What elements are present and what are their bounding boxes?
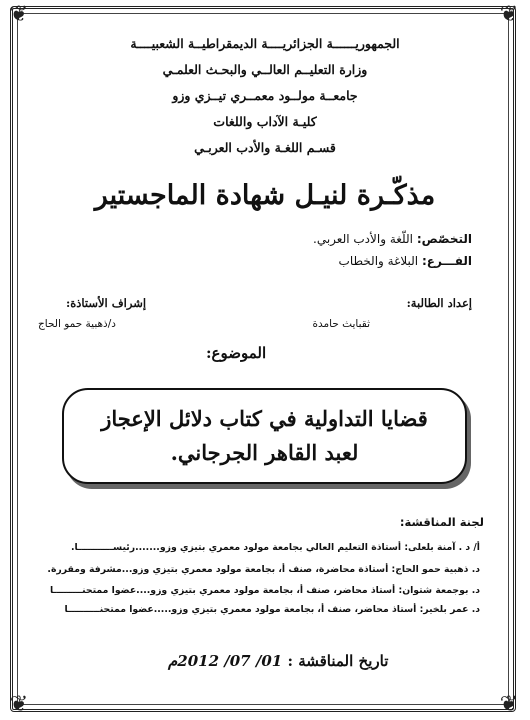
specialty-line xyxy=(313,232,472,246)
thesis-title: مذكّـرة لنيـل شهادة الماجستير xyxy=(94,180,436,211)
header-university: جامعــة مولــود معمــري تيــزي وزو xyxy=(172,88,358,103)
discussion-date xyxy=(168,652,388,670)
committee-member: د. بوجمعة شتوان: أستاذ محاضر، صنف أ، بجامعة مولود معمري بتيزي وزو....عضوا ممتحنـــــــــا xyxy=(50,585,480,596)
corner-ornament-icon: ❦ xyxy=(499,692,519,717)
topic-label: الموضوع: xyxy=(206,344,267,362)
specialty-value: اللّغة والأدب العربي. xyxy=(313,232,413,246)
committee-member: د. عمر بلخير: أستاذ محاضر، صنف أ، بجامعة مولود معمري بتيزي وزو.....عضوا ممتحنــــــــــا xyxy=(64,604,480,615)
header-republic: الجمهوريــــــة الجزائريــــة الديمقراطيــة الشعبيــــة xyxy=(130,36,400,51)
branch-label: الفـــرع: xyxy=(421,254,472,268)
committee-member: د. ذهبية حمو الحاج: أستاذة محاضرة، صنف أ، بجامعة مولود معمري بتيزي وزو...مشرفة ومقررة. xyxy=(47,564,480,575)
supervisor-label: إشراف الأستاذة: xyxy=(66,296,147,310)
header-faculty: كليـة الآداب واللغات xyxy=(213,114,317,129)
branch-value: البلاغة والخطاب xyxy=(338,254,419,268)
topic-line-1: قضايا التداولية في كتاب دلائل الإعجاز xyxy=(101,406,428,431)
committee-heading: لجنة المناقشة: xyxy=(399,515,484,529)
student-label: إعداد الطالبة: xyxy=(406,296,472,310)
branch-line xyxy=(339,254,472,268)
topic-line-2: لعبد القاهر الجرجاني. xyxy=(170,440,359,465)
corner-ornament-icon: ❦ xyxy=(9,2,29,27)
supervisor-name: د/ذهبية حمو الحاج xyxy=(38,318,116,330)
header-department: قسـم اللغـة والأدب العربـي xyxy=(194,140,336,155)
committee-member: أ/ د . آمنة بلعلى: أستاذة التعليم العالي بجامعة مولود معمري بتيزي وزو.......رئيســـــــــــا. xyxy=(71,542,480,553)
discussion-date-label: تاريخ المناقشة : xyxy=(287,652,389,670)
specialty-label: التخصّص: xyxy=(416,232,472,246)
corner-ornament-icon: ❦ xyxy=(9,692,29,717)
corner-ornament-icon: ❦ xyxy=(499,2,519,27)
discussion-date-value: 01/ 07/ 2012م xyxy=(168,652,283,670)
topic-box xyxy=(62,388,467,484)
student-name: ثقبايث حامدة xyxy=(312,318,370,330)
header-ministry: وزارة التعليــم العالــي والبحـث العلمـي xyxy=(162,62,368,77)
